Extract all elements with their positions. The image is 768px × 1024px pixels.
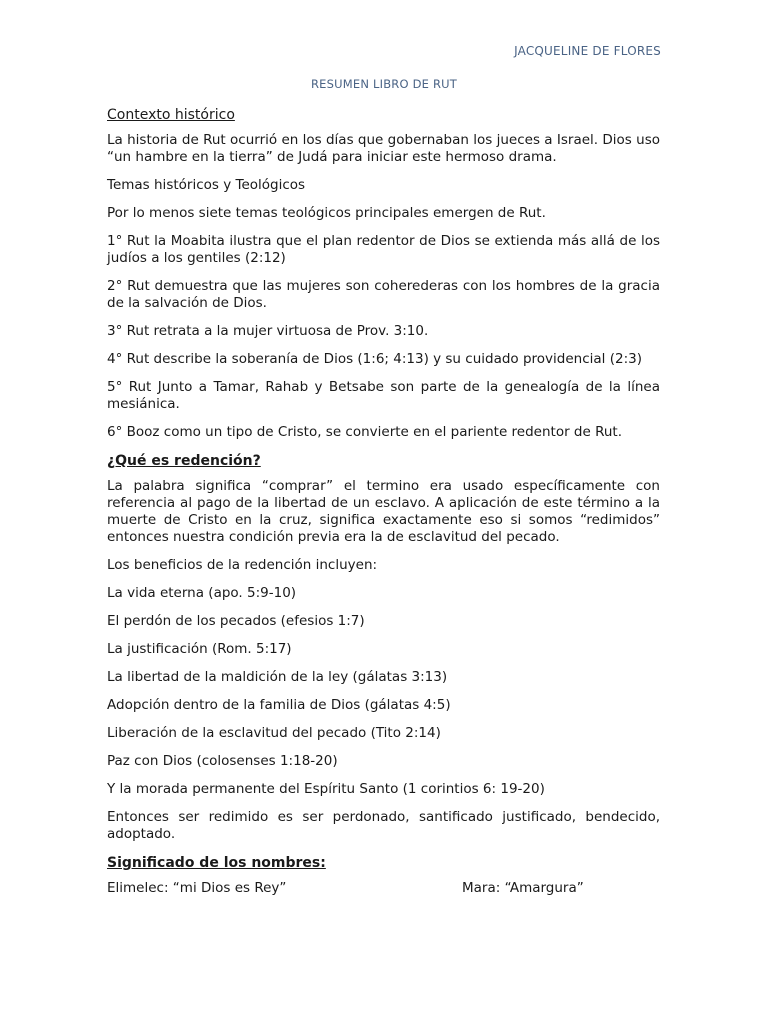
benefit-item: La justificación (Rom. 5:17) bbox=[107, 641, 292, 657]
theme-item: 2° Rut demuestra que las mujeres son coherederas con los hombres de la gracia de la salvación de Dios. bbox=[107, 278, 660, 311]
theme-item: 3° Rut retrata a la mujer virtuosa de Prov. 3:10. bbox=[107, 323, 429, 339]
paragraph: Los beneficios de la redención incluyen: bbox=[107, 557, 378, 573]
paragraph: Entonces ser redimido es ser perdonado, santificado justificado, bendecido, adoptado. bbox=[107, 809, 660, 842]
theme-item: 4° Rut describe la soberanía de Dios (1:6; 4:13) y su cuidado providencial (2:3) bbox=[107, 351, 642, 367]
paragraph: Por lo menos siete temas teológicos principales emergen de Rut. bbox=[107, 205, 546, 221]
benefit-item: Liberación de la esclavitud del pecado (Tito 2:14) bbox=[107, 725, 441, 741]
benefit-item: Paz con Dios (colosenses 1:18-20) bbox=[107, 753, 338, 769]
paragraph: La historia de Rut ocurrió en los días que gobernaban los jueces a Israel. Dios uso “un hambre en la tierra” de Judá para iniciar este hermoso drama. bbox=[107, 132, 660, 165]
section-heading-contexto: Contexto histórico bbox=[107, 107, 235, 123]
name-meaning-left: Elimelec: “mi Dios es Rey” bbox=[107, 880, 287, 896]
document-body bbox=[107, 106, 660, 897]
benefit-item: Adopción dentro de la familia de Dios (gálatas 4:5) bbox=[107, 697, 451, 713]
name-meaning-right: Mara: “Amargura” bbox=[462, 880, 584, 896]
section-heading-nombres: Significado de los nombres: bbox=[107, 855, 326, 871]
benefit-item: La vida eterna (apo. 5:9-10) bbox=[107, 585, 297, 601]
theme-item: 1° Rut la Moabita ilustra que el plan redentor de Dios se extienda más allá de los judíos a los gentiles (2:12) bbox=[107, 233, 660, 266]
header-author: JACQUELINE DE FLORES bbox=[514, 44, 661, 58]
paragraph: Temas históricos y Teológicos bbox=[107, 177, 306, 193]
header-title: RESUMEN LIBRO DE RUT bbox=[310, 77, 457, 91]
benefit-item: La libertad de la maldición de la ley (gálatas 3:13) bbox=[107, 669, 448, 685]
benefit-item: Y la morada permanente del Espíritu Santo (1 corintios 6: 19-20) bbox=[107, 781, 545, 797]
paragraph: La palabra significa “comprar” el termino era usado específicamente con referencia al pago de la libertad de un esclavo. A aplicación de este término a la muerte de Cristo en la cruz, significa exactamente eso si somos “redimidos” entonces nuestra condición previa era la de esclavitud del pecado. bbox=[107, 478, 660, 545]
benefit-item: El perdón de los pecados (efesios 1:7) bbox=[107, 613, 365, 629]
theme-item: 5° Rut Junto a Tamar, Rahab y Betsabe son parte de la genealogía de la línea mesiánica. bbox=[107, 379, 660, 412]
name-meaning-row bbox=[107, 880, 660, 897]
section-heading-redencion: ¿Qué es redención? bbox=[107, 453, 261, 469]
theme-item: 6° Booz como un tipo de Cristo, se convierte en el pariente redentor de Rut. bbox=[107, 424, 623, 440]
